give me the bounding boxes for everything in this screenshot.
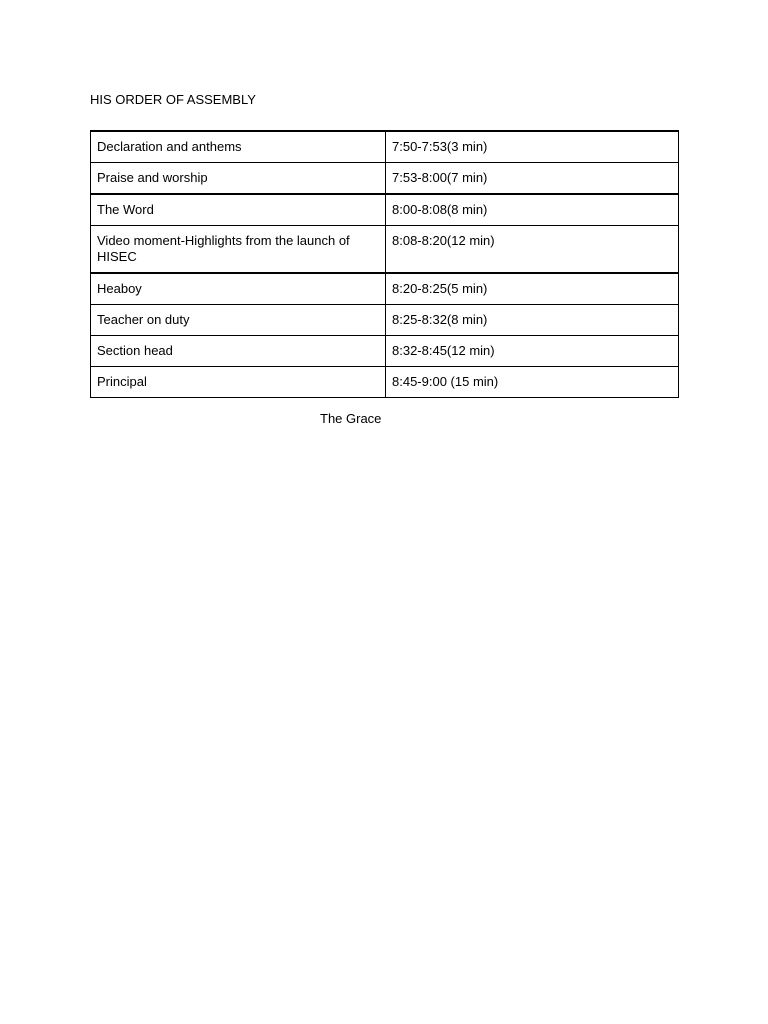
table-row [91, 305, 679, 336]
schedule-time: 8:25-8:32(8 min) [386, 305, 679, 336]
table-row [91, 131, 679, 163]
table-row [91, 273, 679, 305]
schedule-item: Declaration and anthems [91, 131, 386, 163]
schedule-time: 8:32-8:45(12 min) [386, 336, 679, 367]
schedule-item: Section head [91, 336, 386, 367]
table-row [91, 194, 679, 226]
schedule-item: Heaboy [91, 273, 386, 305]
schedule-item: Praise and worship [91, 163, 386, 195]
schedule-time: 8:08-8:20(12 min) [386, 226, 679, 274]
table-row [91, 367, 679, 398]
table-row [91, 226, 679, 274]
document-title: HIS ORDER OF ASSEMBLY [90, 92, 256, 107]
schedule-item: Principal [91, 367, 386, 398]
schedule-item: Teacher on duty [91, 305, 386, 336]
schedule-item: Video moment-Highlights from the launch of HISEC [91, 226, 386, 274]
assembly-schedule-table [90, 130, 679, 398]
table-row [91, 163, 679, 195]
table-row [91, 336, 679, 367]
schedule-time: 7:53-8:00(7 min) [386, 163, 679, 195]
schedule-time: 7:50-7:53(3 min) [386, 131, 679, 163]
closing-text: The Grace [320, 411, 382, 426]
schedule-time: 8:20-8:25(5 min) [386, 273, 679, 305]
schedule-time: 8:45-9:00 (15 min) [386, 367, 679, 398]
schedule-time: 8:00-8:08(8 min) [386, 194, 679, 226]
schedule-item: The Word [91, 194, 386, 226]
